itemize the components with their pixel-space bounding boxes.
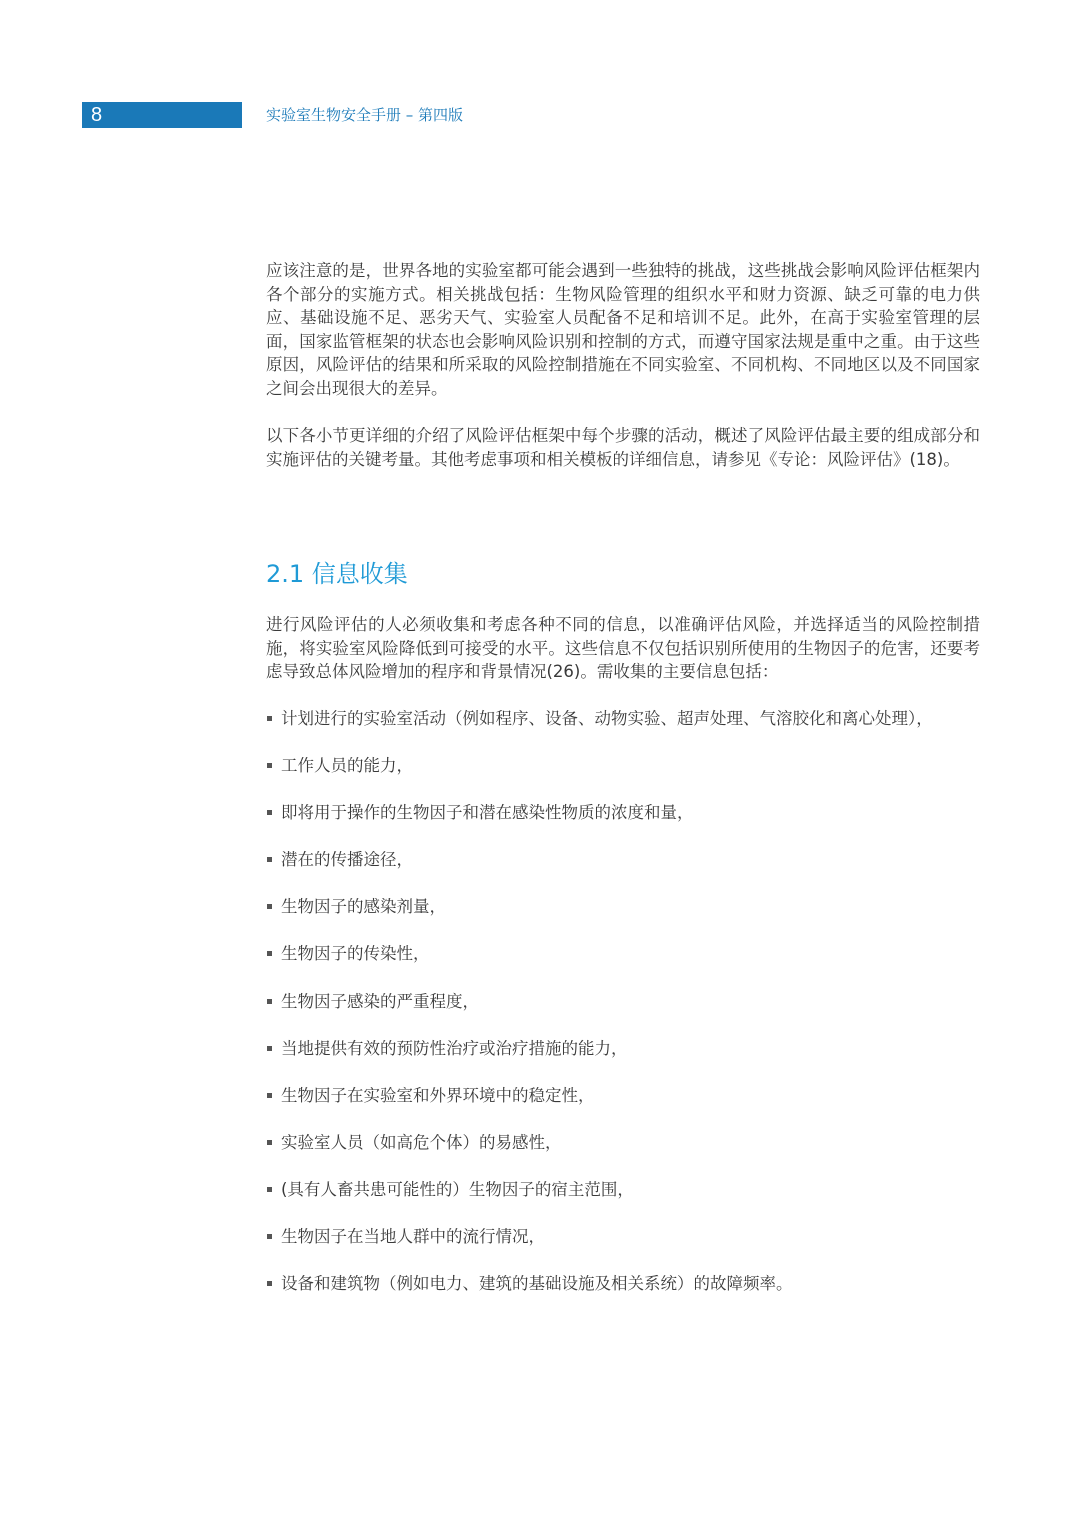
list-item-text: 即将用于操作的生物因子和潜在感染性物质的浓度和量， bbox=[281, 803, 694, 823]
list-item bbox=[266, 1037, 980, 1061]
square-bullet-icon bbox=[267, 999, 272, 1004]
square-bullet-icon bbox=[267, 951, 272, 956]
list-item-text: 生物因子感染的严重程度， bbox=[281, 991, 479, 1011]
body-paragraph: 应该注意的是，世界各地的实验室都可能会遇到一些独特的挑战，这些挑战会影响风险评估框架内各个部分的实施方式。相关挑战包括：生物风险管理的组织水平和财力资源、缺乏可靠的电力供应、基础设施不足、恶劣天气、实验室人员配备不足和培训不足。此外，在高于实验室管理的层面，国家监管框架的状态也会影响风险识别和控制的方式，而遵守国家法规是重中之重。由于这些原因，风险评估的结果和所采取的风险控制措施在不同实验室、不同机构、不同地区以及不同国家之间会出现很大的差异。 bbox=[266, 261, 980, 398]
list-item-text: 潜在的传播途径， bbox=[281, 850, 413, 870]
list-item-text: 生物因子在实验室和外界环境中的稳定性， bbox=[281, 1085, 595, 1105]
information-bullet-list bbox=[266, 707, 980, 1319]
list-item bbox=[266, 1225, 980, 1249]
list-item-text: (具有人畜共患可能性的）生物因子的宿主范围， bbox=[281, 1179, 634, 1199]
list-item bbox=[266, 1272, 980, 1296]
square-bullet-icon bbox=[267, 1187, 272, 1192]
square-bullet-icon bbox=[267, 1046, 272, 1051]
square-bullet-icon bbox=[267, 763, 272, 768]
square-bullet-icon bbox=[267, 904, 272, 909]
body-paragraph: 以下各小节更详细的介绍了风险评估框架中每个步骤的活动，概述了风险评估最主要的组成部分和实施评估的关键考量。其他考虑事项和相关模板的详细信息，请参见《专论：风险评估》(18)。 bbox=[266, 426, 980, 469]
square-bullet-icon bbox=[267, 857, 272, 862]
list-item-text: 生物因子的传染性， bbox=[281, 944, 430, 964]
square-bullet-icon bbox=[267, 810, 272, 815]
page-number: 8 bbox=[91, 104, 103, 126]
list-item-text: 生物因子的感染剂量， bbox=[281, 897, 446, 917]
list-item bbox=[266, 801, 980, 825]
page-number-bar bbox=[82, 102, 242, 128]
list-item bbox=[266, 1084, 980, 1108]
list-item-text: 实验室人员（如高危个体）的易感性， bbox=[281, 1132, 562, 1152]
list-item bbox=[266, 754, 980, 778]
list-item-text: 工作人员的能力， bbox=[281, 756, 413, 776]
list-item bbox=[266, 1131, 980, 1155]
running-title: 实验室生物安全手册 – 第四版 bbox=[266, 106, 464, 124]
square-bullet-icon bbox=[267, 1140, 272, 1145]
section-heading: 2.1 信息收集 bbox=[266, 560, 408, 588]
list-item bbox=[266, 990, 980, 1014]
list-item-text: 设备和建筑物（例如电力、建筑的基础设施及相关系统）的故障频率。 bbox=[281, 1274, 793, 1294]
square-bullet-icon bbox=[267, 1281, 272, 1286]
list-item-text: 计划进行的实验室活动（例如程序、设备、动物实验、超声处理、气溶胶化和离心处理）， bbox=[281, 709, 933, 728]
list-item bbox=[266, 895, 980, 919]
list-item-text: 生物因子在当地人群中的流行情况， bbox=[281, 1227, 545, 1247]
list-item bbox=[266, 848, 980, 872]
section-intro-paragraph: 进行风险评估的人必须收集和考虑各种不同的信息，以准确评估风险，并选择适当的风险控制措施，将实验室风险降低到可接受的水平。这些信息不仅包括识别所使用的生物因子的危害，还要考虑导致总体风险增加的程序和背景情况(26)。需收集的主要信息包括： bbox=[266, 615, 980, 682]
list-item bbox=[266, 942, 980, 966]
list-item bbox=[266, 707, 980, 731]
square-bullet-icon bbox=[267, 1093, 272, 1098]
square-bullet-icon bbox=[267, 1234, 272, 1239]
list-item bbox=[266, 1178, 980, 1202]
square-bullet-icon bbox=[267, 716, 272, 721]
list-item-text: 当地提供有效的预防性治疗或治疗措施的能力， bbox=[281, 1038, 628, 1058]
